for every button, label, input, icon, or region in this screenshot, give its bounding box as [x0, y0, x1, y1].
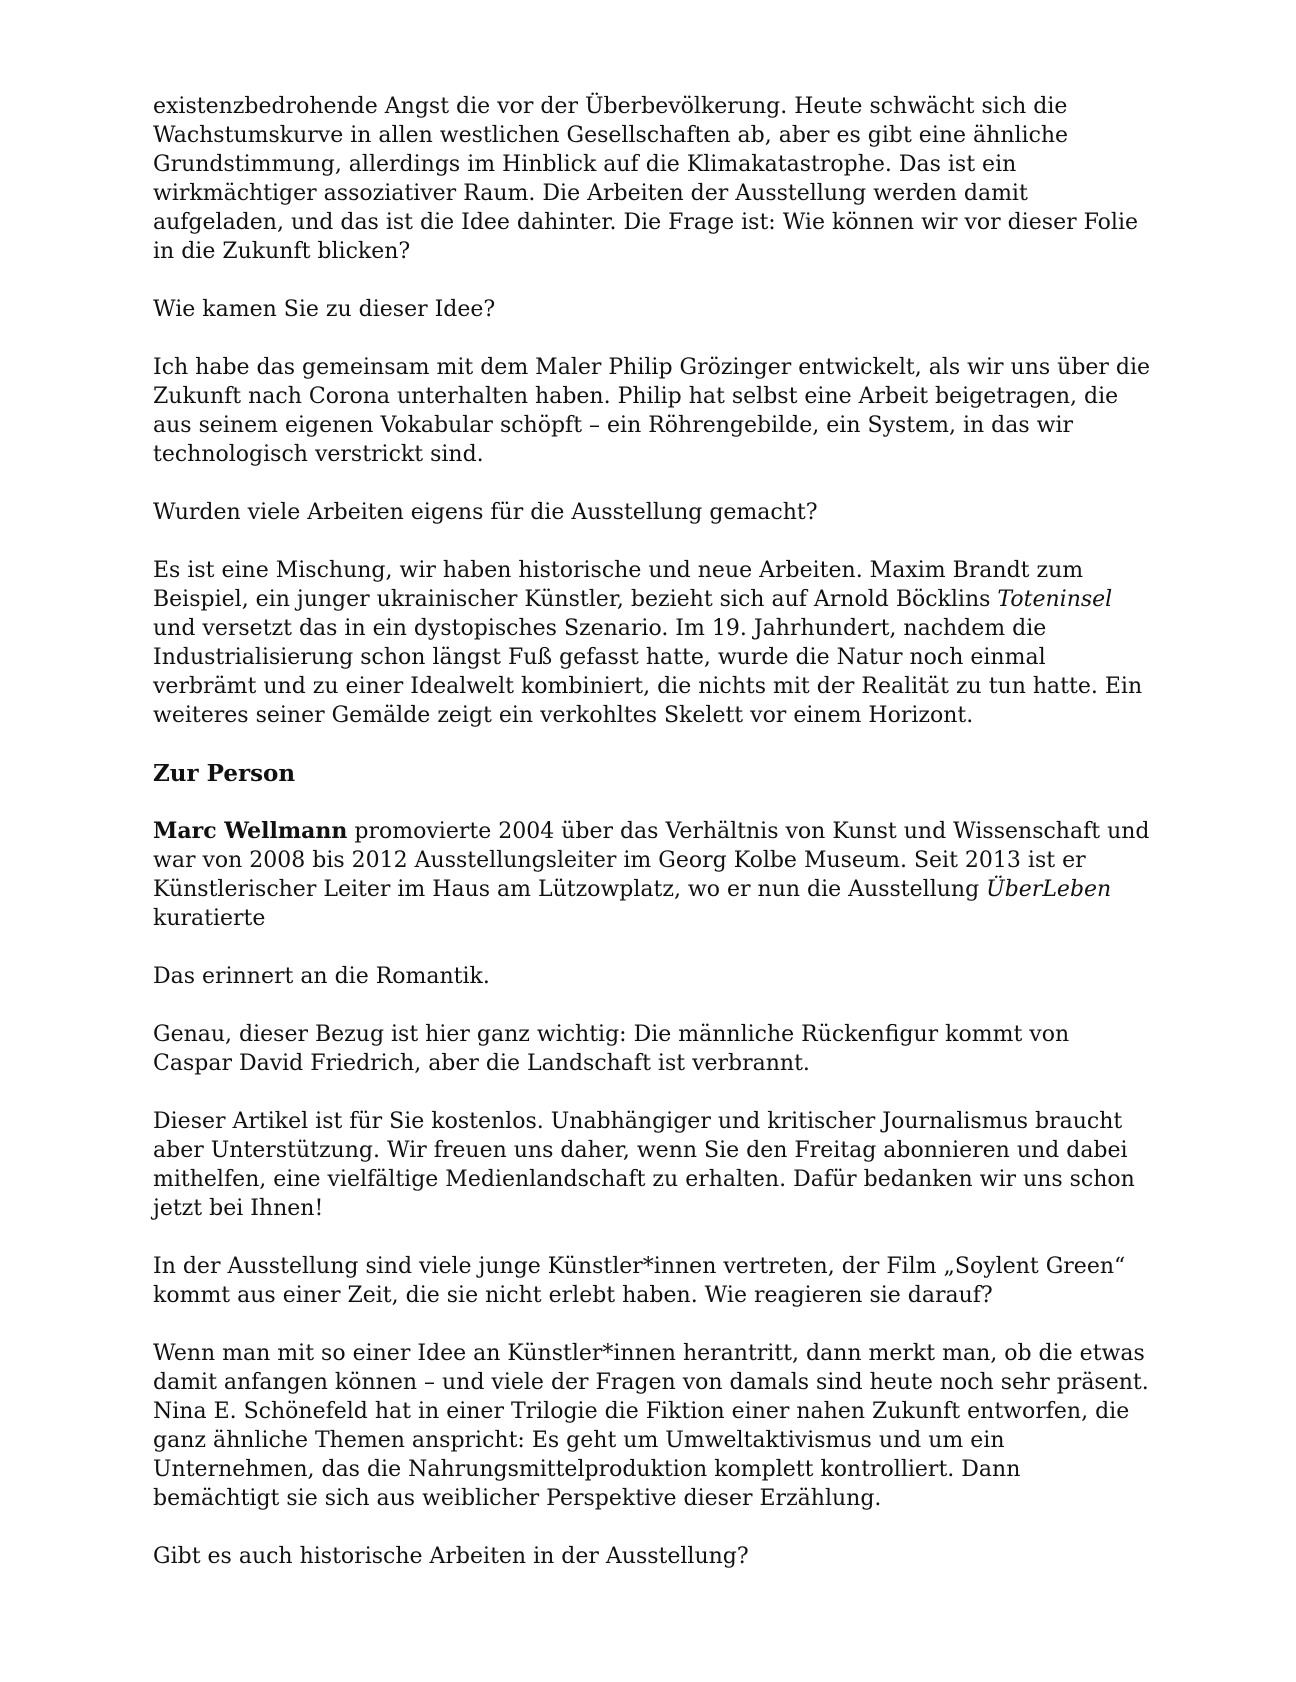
person-text-b: kuratierte: [153, 906, 266, 931]
paragraph-brandt-text-a: Es ist eine Mischung, wir haben historische und neue Arbeiten. Maxim Brandt zum Beispiel, ein junger ukrainischer Künstler, bezieht sich auf Arnold Böcklins: [153, 558, 1084, 612]
exhibition-title: ÜberLeben: [986, 877, 1112, 902]
section-heading-person: Zur Person: [153, 760, 296, 787]
question-works: Wurden viele Arbeiten eigens für die Ausstellung gemacht?: [153, 500, 818, 525]
paragraph-intro: existenzbedrohende Angst die vor der Überbevölkerung. Heute schwächt sich die Wachstumskurve in allen westlichen Gesellschaften ab, aber es gibt eine ähnliche Grundstimmung, allerdings im Hinblick auf die Klimakatastrophe. Das ist ein wirkmächtiger assoziativer Raum. Die Arbeiten der Ausstellung werden damit aufgeladen, und das ist die Idee dahinter. Die Frage ist: Wie können wir vor dieser Folie in die Zukunft blicken?: [153, 94, 1138, 264]
paragraph-brandt-text-b: und versetzt das in ein dystopisches Szenario. Im 19. Jahrhundert, nachdem die Industrialisierung schon längst Fuß gefasst hatte, wurde die Natur noch einmal verbrämt und zu einer Idealwelt kombiniert, die nichts mit der Realität zu tun hatte. Ein weiteres seiner Gemälde zeigt ein verkohltes Skelett vor einem Horizont.: [153, 616, 1143, 728]
paragraph-person: [153, 817, 1153, 933]
question-idea: Wie kamen Sie zu dieser Idee?: [153, 297, 496, 322]
person-text-a: promovierte 2004 über das Verhältnis von Kunst und Wissenschaft und war von 2008 bis 2012 Ausstellungsleiter im Georg Kolbe Museum. Seit 2013 ist er Künstlerischer Leiter im Haus am Lützowplatz, wo er nun die Ausstellung: [153, 819, 1150, 902]
question-young-artists: In der Ausstellung sind viele junge Künstler*innen vertreten, der Film „Soylent Green“ kommt aus einer Zeit, die sie nicht erlebt haben. Wie reagieren sie darauf?: [153, 1254, 1126, 1308]
person-name: Marc Wellmann: [153, 818, 348, 844]
paragraph-friedrich: Genau, dieser Bezug ist hier ganz wichtig: Die männliche Rückenfigur kommt von Caspar David Friedrich, aber die Landschaft ist verbrannt.: [153, 1022, 1070, 1076]
paragraph-schoenefeld: Wenn man mit so einer Idee an Künstler*innen herantritt, dann merkt man, ob die etwas damit anfangen können – und viele der Fragen von damals sind heute noch sehr präsent. Nina E. Schönefeld hat in einer Trilogie die Fiktion einer nahen Zukunft entworfen, die ganz ähnliche Themen anspricht: Es geht um Umweltaktivismus und um ein Unternehmen, das die Nahrungsmittelproduktion komplett kontrolliert. Dann bemächtigt sie sich aus weiblicher Perspektive dieser Erzählung.: [153, 1341, 1149, 1511]
document-body: [153, 92, 1153, 1600]
question-romantik: Das erinnert an die Romantik.: [153, 964, 490, 989]
artwork-title-toteninsel: Toteninsel: [997, 587, 1113, 612]
paragraph-subscription-note: Dieser Artikel ist für Sie kostenlos. Unabhängiger und kritischer Journalismus braucht aber Unterstützung. Wir freuen uns daher, wenn Sie den Freitag abonnieren und dabei mithelfen, eine vielfältige Medienlandschaft zu erhalten. Dafür bedanken wir uns schon jetzt bei Ihnen!: [153, 1109, 1135, 1221]
paragraph-brandt: [153, 556, 1153, 730]
question-historic-works: Gibt es auch historische Arbeiten in der Ausstellung?: [153, 1544, 749, 1569]
paragraph-groezinger: Ich habe das gemeinsam mit dem Maler Philip Grözinger entwickelt, als wir uns über die Zukunft nach Corona unterhalten haben. Philip hat selbst eine Arbeit beigetragen, die aus seinem eigenen Vokabular schöpft – ein Röhrengebilde, ein System, in das wir technologisch verstrickt sind.: [153, 355, 1151, 467]
